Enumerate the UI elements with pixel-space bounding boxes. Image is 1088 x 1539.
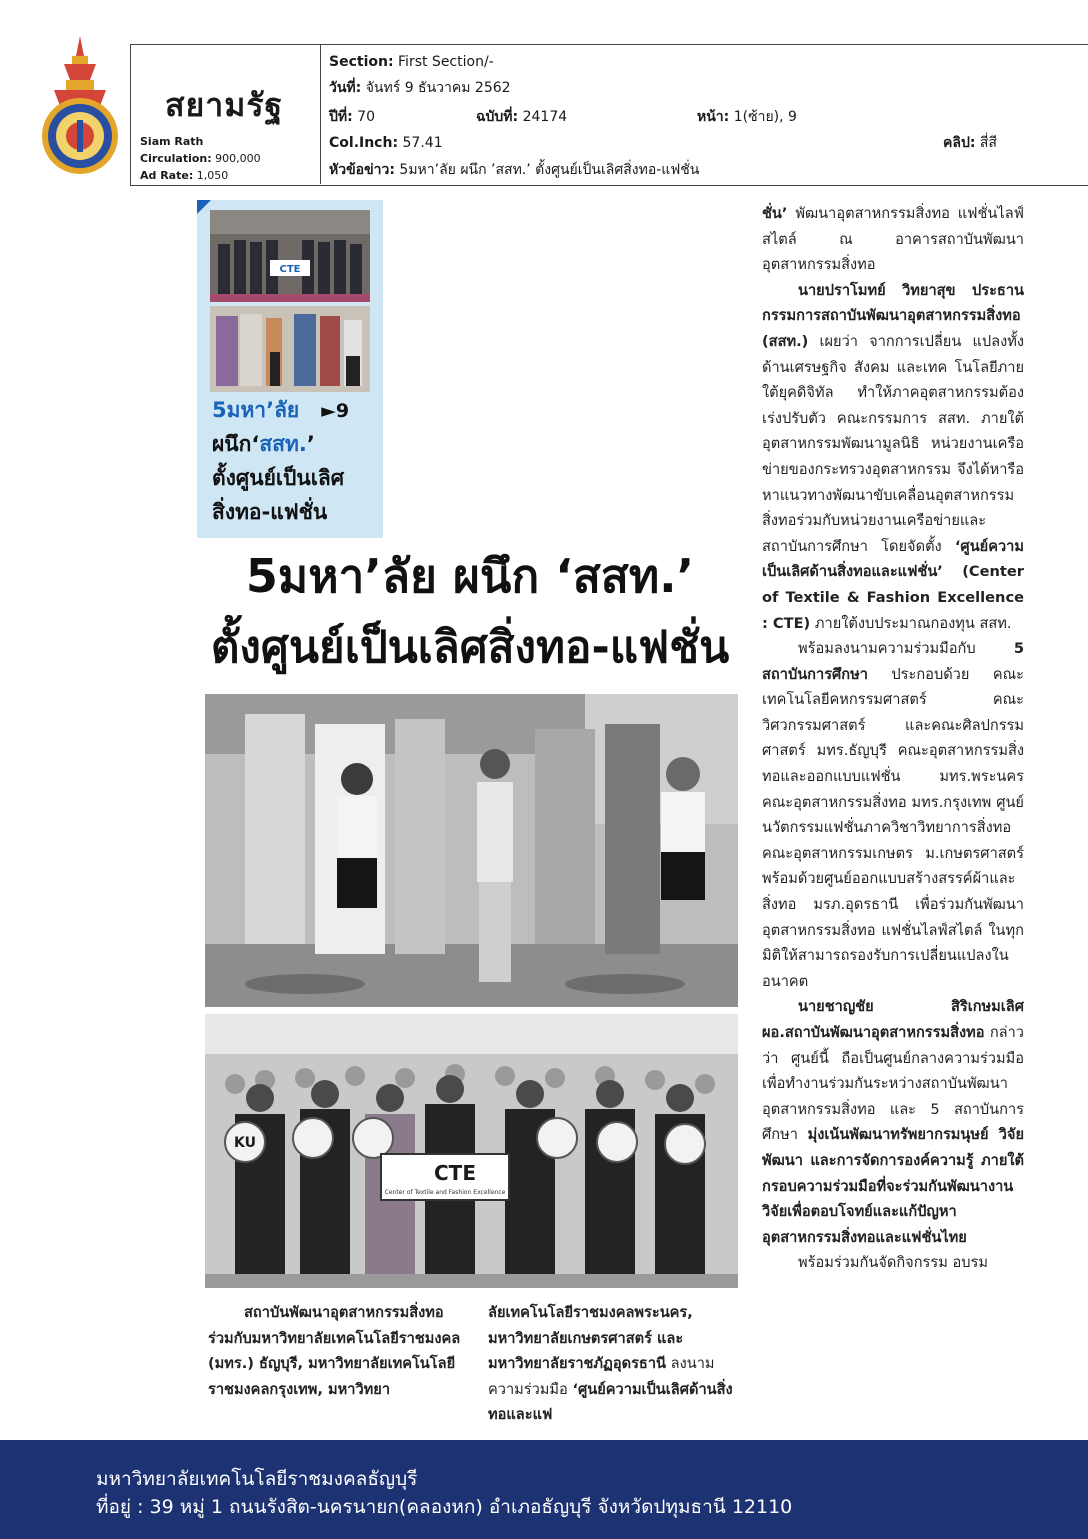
svg-text:CTE: CTE bbox=[279, 264, 301, 275]
footer-university-name: มหาวิทยาลัยเทคโนโลยีราชมงคลธัญบุรี bbox=[96, 1468, 418, 1490]
paper-name: สยามรัฐ bbox=[165, 86, 284, 124]
circulation: Circulation: 900,000 bbox=[140, 152, 261, 165]
teaser-photo-fashion bbox=[210, 306, 370, 392]
ku-sign-text: KU bbox=[234, 1135, 256, 1151]
photo-caption-left: สถาบันพัฒนาอุตสาหกรรมสิ่งทอ ร่วมกับมหาวิทยาลัยเทคโนโลยีราชมงคล (มทร.) ธัญบุรี, มหาวิทยาลัยเทคโนโลยีราชมงคลกรุงเทพ, มหาวิทยา bbox=[208, 1304, 461, 1398]
teaser-line-4: สิ่งทอ-แฟชั่น bbox=[212, 500, 328, 524]
body-paragraph-5: พร้อมร่วมกันจัดกิจกรรม อบรม bbox=[798, 1254, 988, 1272]
teaser-corner-marker bbox=[197, 200, 211, 214]
meta-date: วันที่: จันทร์ 9 ธันวาคม 2562 bbox=[329, 80, 511, 96]
teaser-line-2: ผนึก‘สสท.’ bbox=[212, 432, 315, 456]
meta-issue: ฉบับที่: 24174 bbox=[476, 109, 568, 125]
body-paragraph-3: พร้อมลงนามความร่วมมือกับ 5 สถาบันการศึกษา ประกอบด้วย คณะเทคโนโลยีคหกรรมศาสตร์ คณะวิศวกรรมศาสตร์ และคณะศิลปกรรมศาสตร์ มทร.ธัญบุรี คณะอุตสาหกรรมสิ่งทอและออกแบบแฟชั่น มทร.พระนคร คณะอุตสาหกรรมสิ่งทอ มทร.กรุงเทพ ศูนย์นวัตกรรมแฟชั่นภาควิชาวิทยาการสิ่งทอ คณะอุตสาหกรรมเกษตร ม.เกษตรศาสตร์ พร้อมด้วยศูนย์ออกแบบสร้างสรรค์ผ้าและสิ่งทอ มรภ.อุดรธานี เพื่อร่วมกันพัฒนาอุตสาหกรรมสิ่งทอ แฟชั่นไลฟ์สไตล์ ในทุกมิติให้สามารถรองรับการเปลี่ยนแปลงในอนาคต bbox=[762, 640, 1024, 990]
headline-line-1: 5มหา’ลัย ผนึก ‘สสท.’ bbox=[245, 549, 695, 603]
meta-clip: คลิป: สี่สี bbox=[943, 135, 997, 151]
cte-sign-text: CTE bbox=[434, 1161, 476, 1185]
photo-mou-signing-group bbox=[205, 1014, 738, 1288]
meta-page: หน้า: 1(ซ้าย), 9 bbox=[697, 109, 797, 125]
photo-fashion-students bbox=[205, 694, 738, 1007]
meta-colinch: Col.Inch: 57.41 bbox=[329, 135, 443, 151]
university-logo bbox=[40, 36, 120, 176]
teaser-line-1: 5มหา’ลัย ►9 bbox=[212, 398, 350, 422]
meta-section: Section: First Section/- bbox=[329, 54, 494, 70]
cte-sign-fullname: Center of Textile and Fashion Excellence bbox=[384, 1189, 506, 1196]
headline-line-2: ตั้งศูนย์เป็นเลิศสิ่งทอ-แฟชั่น bbox=[210, 622, 730, 673]
teaser-photo-ceremony bbox=[210, 210, 370, 302]
body-paragraph-4: นายชาญชัย สิริเกษมเลิศ ผอ.สถาบันพัฒนาอุตสาหกรรมสิ่งทอ กล่าวว่า ศูนย์นี้ ถือเป็นศูนย์กลางความร่วมมือ เพื่อทำงานร่วมกันระหว่างสถาบันพัฒนาอุตสาหกรรมสิ่งทอ และ 5 สถาบันการศึกษา มุ่งเน้นพัฒนาทรัพยากรมนุษย์ วิจัยพัฒนา และการจัดการองค์ความรู้ ภายใต้กรอบความร่วมมือที่จะร่วมกันพัฒนางานวิจัยเพื่อตอบโจทย์และแก้ปัญหาอุตสาหกรรมสิ่งทอและแฟชั่นไทย bbox=[762, 998, 1024, 1246]
teaser-line-3: ตั้งศูนย์เป็นเลิศ bbox=[212, 466, 345, 490]
body-paragraph-1: ชั่น’ พัฒนาอุตสาหกรรมสิ่งทอ แฟชั่นไลฟ์สไตล์ ณ อาคารสถาบันพัฒนาอุตสาหกรรมสิ่งทอ bbox=[762, 205, 1024, 274]
photo-caption-middle: ลัยเทคโนโลยีราชมงคลพระนคร, มหาวิทยาลัยเกษตรศาสตร์ และ มหาวิทยาลัยราชภัฏอุดรธานี ลงนามความร่วมมือ ‘ศูนย์ความเป็นเลิศด้านสิ่งทอและแฟ bbox=[488, 1304, 733, 1424]
footer-address: ที่อยู่ : 39 หมู่ 1 ถนนรังสิต-นครนายก(คลองหก) อำเภอธัญบุรี จังหวัดปทุมธานี 12110 bbox=[96, 1496, 793, 1518]
meta-year: ปีที่: 70 bbox=[329, 109, 375, 125]
paper-name-en: Siam Rath bbox=[140, 135, 204, 148]
teaser-page-ref: ►9 bbox=[321, 400, 350, 422]
body-paragraph-2: นายปราโมทย์ วิทยาสุข ประธานกรรมการสถาบันพัฒนาอุตสาหกรรมสิ่งทอ (สสท.) เผยว่า จากการเปลี่ยน แปลงทั้งด้านเศรษฐกิจ สังคม และเทค โนโลยีภายใต้ยุคดิจิทัล ทำให้ภาคอุตสาหกรรมต้องเร่งปรับตัว คณะกรรมการ สสท. ภายใต้อุตสาหกรรมพัฒนามูลนิธิ หน่วยงานเครือข่ายของกระทรวงอุตสาหกรรม จึงได้หารือหาแนวทางพัฒนาขับเคลื่อนอุตสาหกรรมสิ่งทอร่วมกับหน่วยงานเครือข่ายและสถาบันการศึกษา โดยจัดตั้ง ‘ศูนย์ความเป็นเลิศด้านสิ่งทอและแฟชั่น’ (Center of Textile & Fashion Excellence : CTE) ภายใต้งบประมาณกองทุน สสท. bbox=[762, 281, 1024, 632]
ad-rate: Ad Rate: 1,050 bbox=[140, 169, 229, 182]
meta-headline: หัวข้อข่าว: 5มหา’ลัย ผนึก ’สสท.’ ตั้งศูนย์เป็นเลิศสิ่งทอ-แฟชั่น bbox=[329, 162, 700, 178]
article-body-right-column bbox=[762, 201, 1024, 1276]
header-divider bbox=[320, 44, 321, 184]
